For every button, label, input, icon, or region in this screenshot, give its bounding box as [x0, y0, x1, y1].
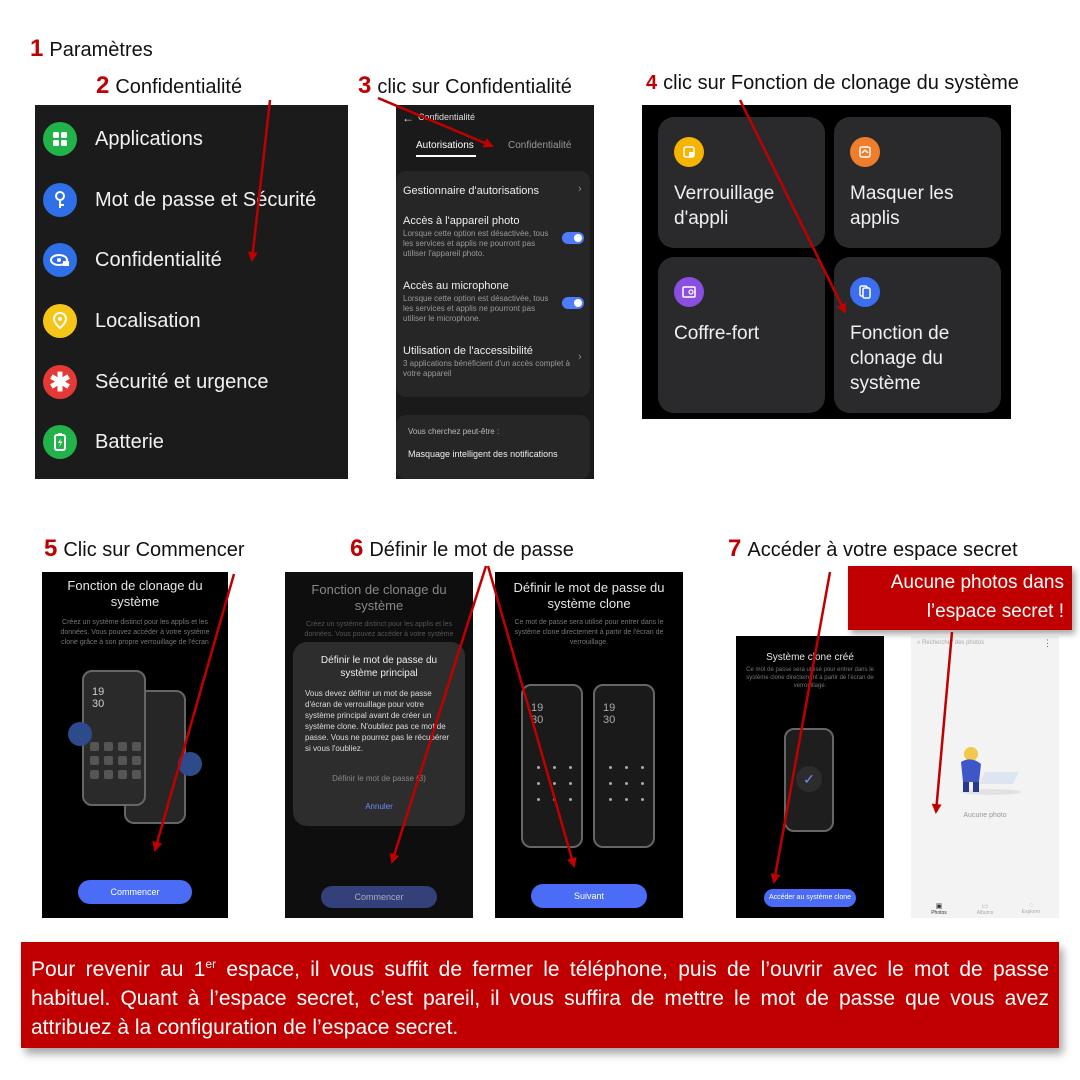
swap-left-icon	[68, 722, 92, 746]
albums-icon: ▭	[981, 903, 989, 910]
bottom-tab-bar	[911, 896, 1059, 918]
tile-hide-apps[interactable]	[834, 117, 1001, 248]
main-phone-illustration	[521, 684, 583, 848]
search-icon: ⌕	[917, 640, 921, 646]
step-number: 2	[96, 72, 110, 99]
empty-space-callout: Aucune photos dans l’espace secret !	[848, 566, 1072, 630]
search-placeholder: Rechercher des photos	[922, 640, 985, 646]
step-text: Paramètres	[49, 39, 153, 61]
asterisk-icon: ✱	[43, 365, 77, 399]
screen-title: Confidentialité	[418, 112, 476, 122]
settings-item-label: Confidentialité	[95, 248, 222, 271]
dialog-body: Vous devez définir un mot de passe d'écran de verrouillage pour votre système principal avant de créer un système clone. N'oubliez pas ce mot de passe. Vous ne pourrez pas le récupérer si vous l'oubliez.	[305, 689, 450, 753]
screen-description: Ce mot de passe sera utilisé pour entrer dans le système clone directement à partir de l'écran de verrouillage.	[746, 667, 874, 689]
suggestions-card	[396, 415, 590, 479]
clone-phone-illustration	[784, 728, 834, 832]
settings-item-battery[interactable]	[43, 422, 164, 462]
step-number: 1	[30, 35, 44, 62]
step-number: 7	[728, 535, 742, 562]
step-6-label	[350, 535, 574, 563]
check-icon: ✓	[796, 766, 822, 792]
settings-item-label: Mot de passe et Sécurité	[95, 188, 317, 211]
system-clone-icon	[850, 277, 880, 307]
step-text: clic sur Fonction de clonage du système	[663, 72, 1019, 94]
key-icon	[43, 183, 77, 217]
step-text: Clic sur Commencer	[63, 539, 245, 561]
app-lock-icon	[674, 137, 704, 167]
chevron-right-icon: ›	[578, 351, 582, 363]
swap-right-icon	[178, 752, 202, 776]
privacy-screen	[396, 105, 594, 479]
tile-label: Masquer les applis	[850, 183, 954, 229]
tab-label: Explorer	[1021, 909, 1041, 915]
clock-text: 19 30	[531, 702, 544, 726]
instruction-note	[21, 942, 1059, 1048]
empty-illustration	[951, 736, 1023, 796]
step-text: clic sur Confidentialité	[377, 76, 572, 98]
settings-item-label: Localisation	[95, 309, 201, 332]
settings-item-location[interactable]	[43, 301, 201, 341]
screen-title: Définir le mot de passe du système clone	[513, 580, 665, 611]
clone-intro-screen	[42, 572, 228, 918]
mic-access-desc: Lorsque cette option est désactivée, tous les services et applis ne pourront pas utiliser le microphone.	[403, 294, 549, 323]
settings-item-safety-emergency[interactable]	[43, 362, 268, 402]
clone-phone-illustration	[593, 684, 655, 848]
vault-icon	[674, 277, 704, 307]
settings-screen	[35, 105, 348, 479]
tile-label: Fonction de clonage du système	[850, 323, 950, 394]
screen-title: Fonction de clonage du système	[67, 578, 203, 609]
more-icon[interactable]: ⋮	[1043, 638, 1052, 648]
tab-privacy[interactable]: Confidentialité	[508, 140, 572, 151]
tab-label: Photos	[931, 910, 947, 916]
screen-title: Système clone créé	[766, 652, 854, 663]
settings-item-label: Sécurité et urgence	[95, 370, 269, 393]
screen-title: Fonction de clonage du système	[311, 582, 447, 613]
settings-item-applications[interactable]	[43, 119, 203, 159]
apps-grid-icon	[43, 122, 77, 156]
settings-item-label: Applications	[95, 127, 203, 150]
start-button[interactable]: Commencer	[78, 880, 192, 904]
tab-label: Albums	[976, 910, 994, 916]
tab-albums[interactable]	[971, 902, 999, 916]
step-2-label	[96, 72, 242, 100]
clone-created-screen	[736, 636, 884, 918]
eye-lock-icon	[43, 243, 77, 277]
gallery-screen	[911, 636, 1059, 918]
camera-toggle[interactable]	[562, 232, 584, 244]
start-button-disabled: Commencer	[321, 886, 437, 908]
privacy-tools-screen	[642, 105, 1011, 419]
empty-label: Aucune photo	[963, 812, 1007, 819]
next-button[interactable]: Suivant	[531, 884, 647, 908]
settings-item-password-security[interactable]	[43, 180, 316, 220]
mic-access-title: Accès au microphone	[403, 280, 509, 292]
camera-access-title: Accès à l'appareil photo	[403, 215, 520, 227]
hide-apps-icon	[850, 137, 880, 167]
explore-icon: ◌	[1028, 902, 1034, 909]
step-5-label	[44, 535, 245, 563]
clock-text: 19 30	[92, 686, 105, 710]
set-clone-password-screen	[495, 572, 683, 918]
access-clone-button[interactable]: Accéder au système clone	[764, 889, 856, 907]
chevron-right-icon: ›	[578, 183, 582, 195]
step-text: Confidentialité	[115, 76, 243, 98]
tile-label: Verrouillage d'appli	[674, 183, 775, 229]
main-phone-illustration	[82, 670, 146, 806]
step-4-label	[646, 72, 1019, 95]
tab-photos[interactable]	[925, 902, 953, 916]
back-arrow-icon[interactable]: ←	[402, 111, 414, 125]
note-text-rest: espace, il vous suffit de fermer le téléphone, puis de l’ouvrir avec le mot de passe habituel. Quant à l’espace secret, c’est pareil, il vous suffira de mettre le mot de passe que vous avez attribuez à la configuration de l’espace secret.	[31, 958, 1050, 1039]
camera-access-desc: Lorsque cette option est désactivée, tous les services et applis ne pourront pas utiliser l'appareil photo.	[403, 229, 549, 258]
battery-icon	[43, 425, 77, 459]
set-password-button[interactable]: Définir le mot de passe (3)	[332, 774, 426, 783]
password-dialog	[293, 642, 465, 826]
permission-manager-item[interactable]: Gestionnaire d'autorisations	[403, 185, 540, 197]
settings-item-privacy[interactable]	[43, 240, 222, 280]
step-text: Définir le mot de passe	[369, 539, 574, 561]
step-7-label	[728, 535, 1018, 563]
tile-system-clone[interactable]	[834, 257, 1001, 413]
tab-indicator	[416, 155, 476, 157]
tile-vault[interactable]	[658, 257, 825, 413]
accessibility-desc: 3 applications bénéficient d'un accès complet à votre appareil	[403, 359, 570, 378]
step-number: 5	[44, 535, 58, 562]
step-number: 4	[646, 72, 658, 94]
mic-toggle[interactable]	[562, 297, 584, 309]
screen-description: Créez un système distinct pour les applis et les données. Vous pouvez accéder à votre système clone grâce à son propre verrouillage de l'écran	[60, 619, 210, 646]
screen-description: Ce mot de passe sera utilisé pour entrer dans le système clone directement à partir de l'écran de verrouillage.	[514, 619, 664, 646]
tile-app-lock[interactable]	[658, 117, 825, 248]
screen-description: Créez un système distinct pour les applis et les données. Vous pouvez accéder à votre système	[304, 621, 454, 638]
set-main-password-screen	[285, 572, 473, 918]
accessibility-title[interactable]: Utilisation de l'accessibilité	[403, 345, 533, 357]
tab-explore[interactable]	[1017, 902, 1045, 915]
permissions-card	[396, 171, 590, 397]
suggestion-item[interactable]: Masquage intelligent des notifications	[408, 449, 558, 459]
note-text-start: Pour revenir au 1	[31, 958, 206, 981]
photos-icon: ▣	[935, 903, 943, 910]
dialog-title: Définir le mot de passe du système principal	[320, 655, 438, 679]
settings-item-label: Batterie	[95, 430, 164, 453]
note-superscript: er	[205, 957, 217, 971]
search-bar[interactable]	[917, 640, 1043, 652]
step-3-label	[358, 72, 572, 100]
location-pin-icon	[43, 304, 77, 338]
step-number: 6	[350, 535, 364, 562]
tab-permissions[interactable]: Autorisations	[416, 140, 474, 151]
step-text: Accéder à votre espace secret	[747, 539, 1018, 561]
step-number: 3	[358, 72, 372, 99]
suggestions-label: Vous cherchez peut-être :	[408, 427, 500, 436]
cancel-button[interactable]: Annuler	[365, 802, 393, 811]
clock-text: 19 30	[603, 702, 616, 726]
step-1-label	[30, 35, 153, 63]
tile-label: Coffre-fort	[674, 323, 760, 344]
